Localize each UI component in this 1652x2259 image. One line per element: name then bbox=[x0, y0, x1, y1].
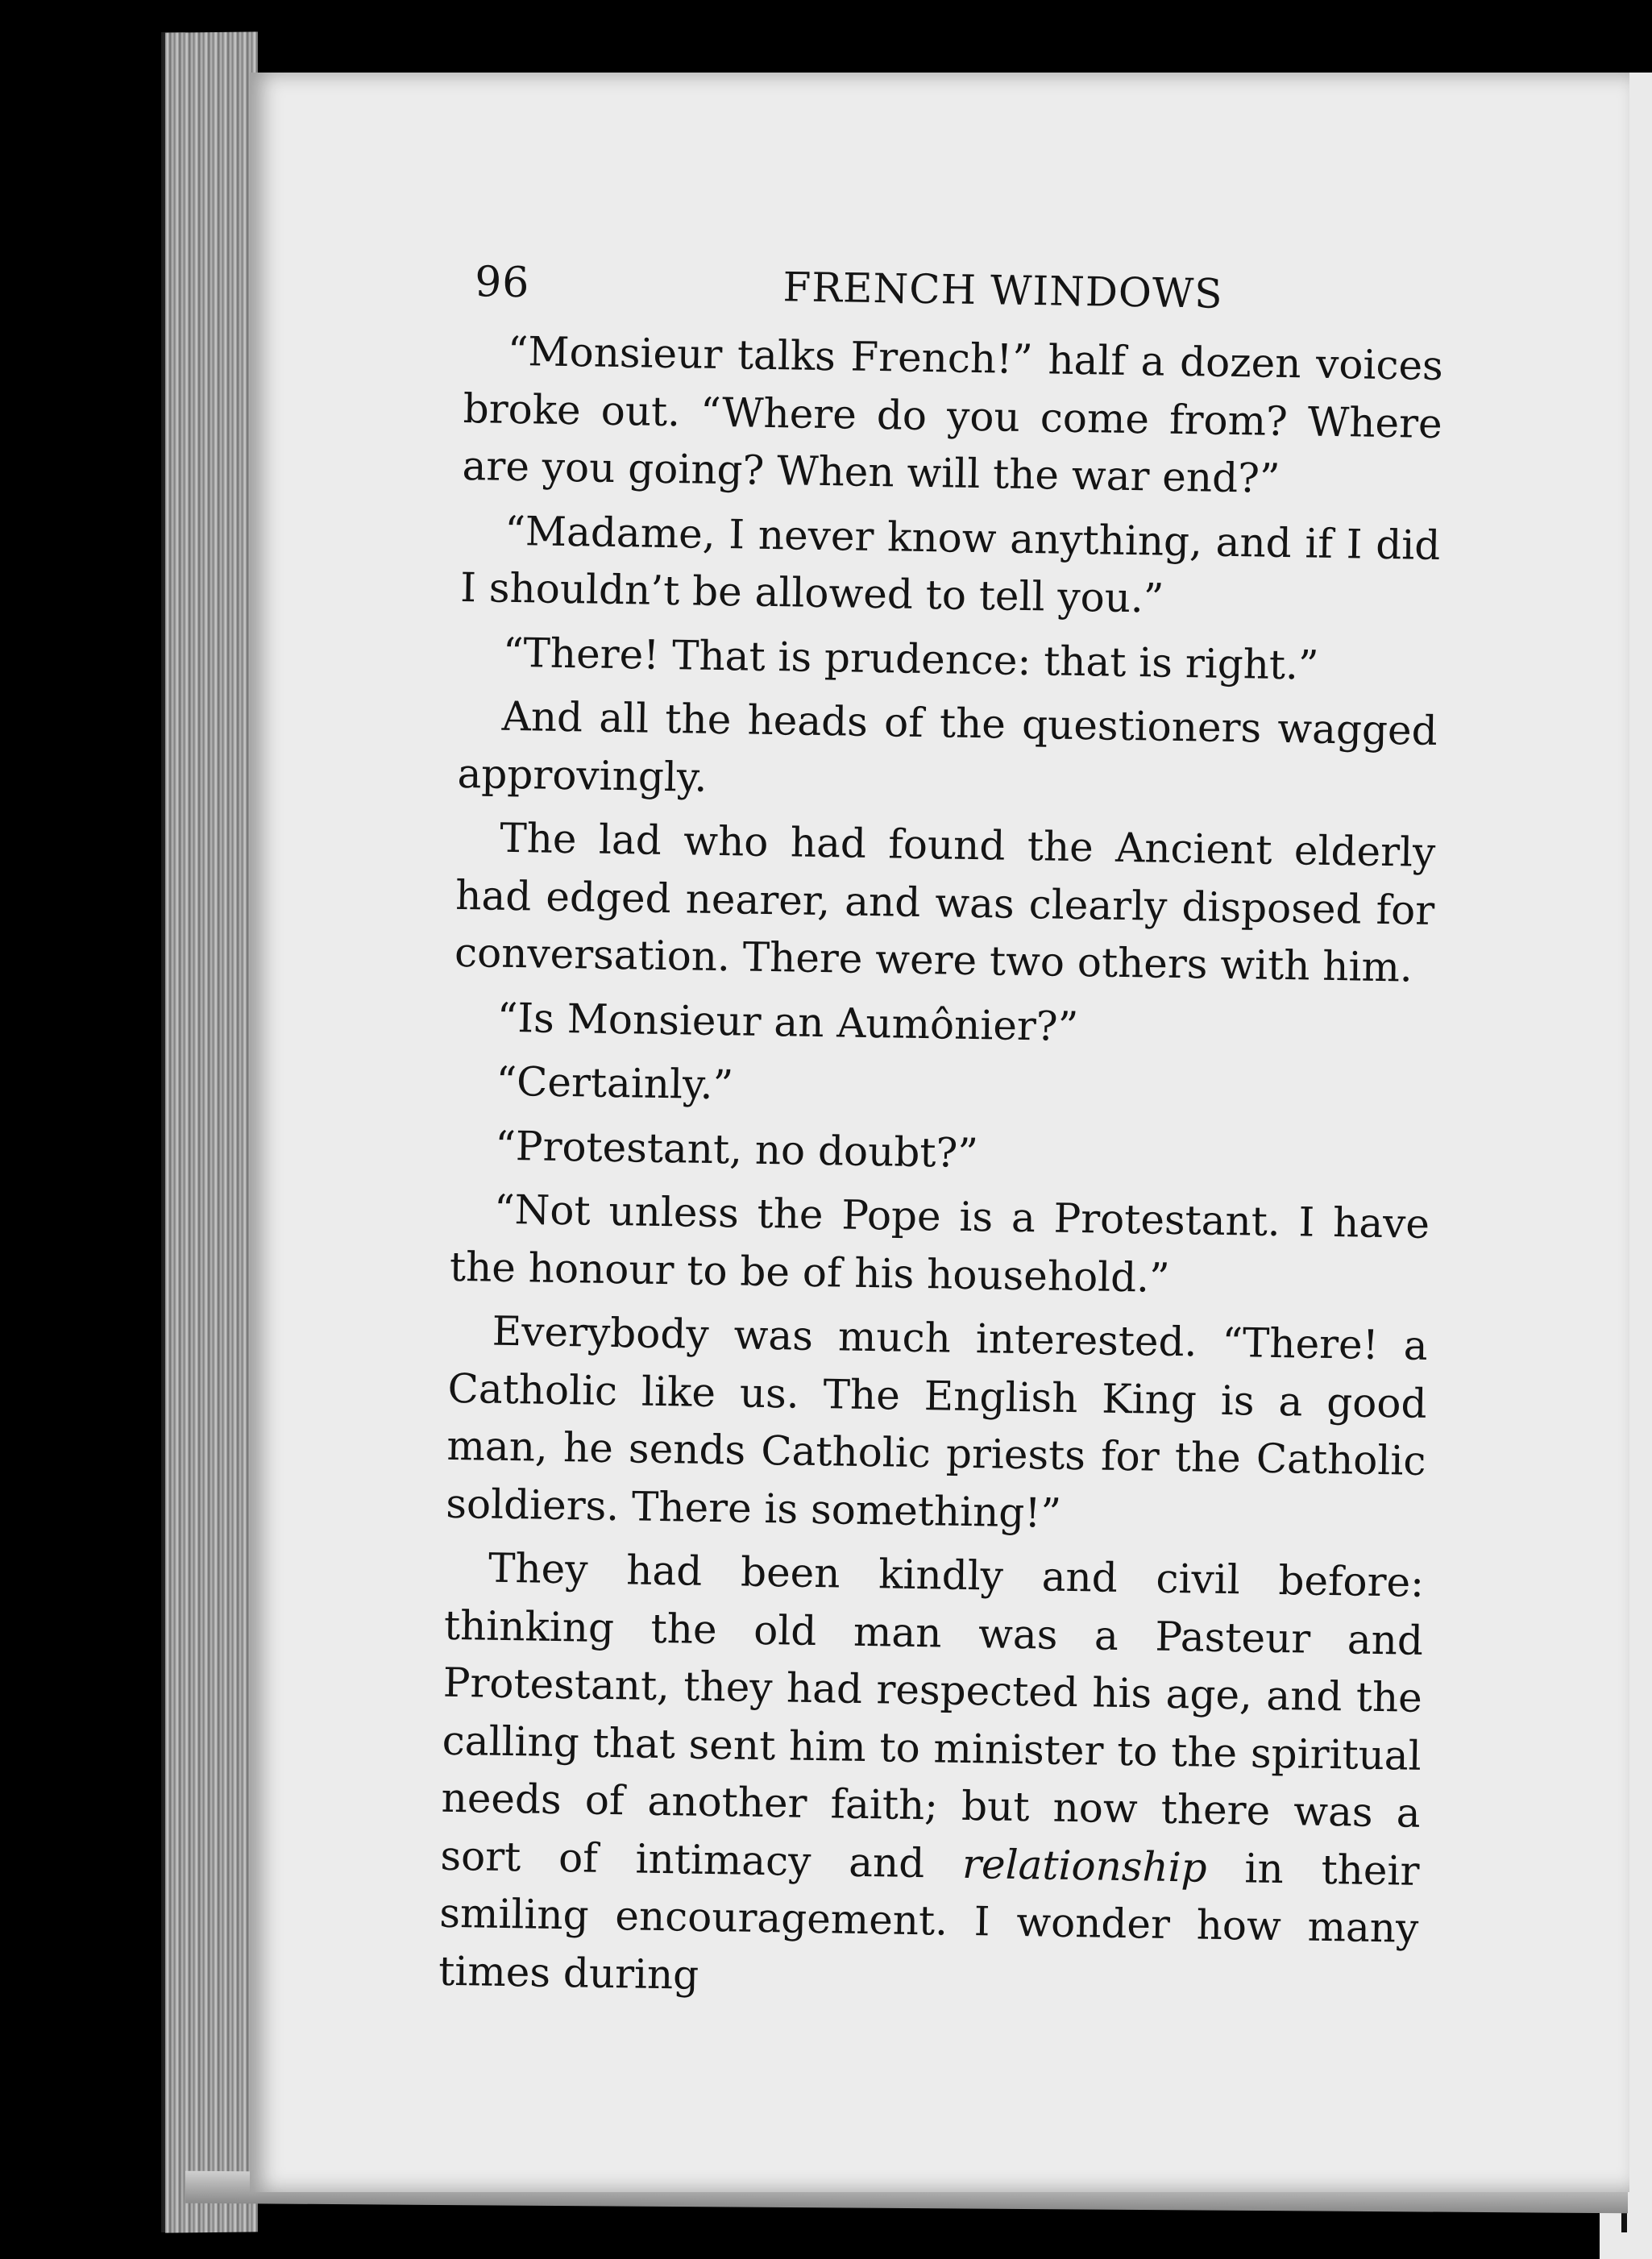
paragraph: “Madame, I never know anything, and if I did I shouldn’t be allowed to tell you.” bbox=[459, 507, 1441, 622]
running-head bbox=[464, 242, 1444, 338]
paragraph-text: in their smiling encouragement. I wonder how many times during bbox=[438, 1844, 1420, 1999]
page-text bbox=[438, 242, 1445, 2016]
page-number: 96 bbox=[474, 258, 530, 308]
italic-word: relationship bbox=[961, 1840, 1208, 1891]
paragraph: “Monsieur talks French!” half a dozen voices broke out. “Where do you come from? Where are you going? When will the war end?” bbox=[462, 327, 1444, 502]
paragraph: And all the heads of the questioners wagged approvingly. bbox=[457, 692, 1438, 801]
paragraph bbox=[438, 1539, 1425, 2016]
paragraph: Everybody was much interested. “There! a Catholic like us. The English King is a good man, he sends Catholic priests for the Catholic soldiers. There is something!” bbox=[445, 1307, 1429, 1537]
paragraph: “Not unless the Pope is a Protestant. I have the honour to be of his household.” bbox=[449, 1186, 1430, 1302]
page-block-edges bbox=[165, 31, 258, 2232]
paragraph: “Is Monsieur an Aumônier?” bbox=[496, 994, 1079, 1050]
paragraph: “There! That is prudence: that is right.” bbox=[502, 629, 1319, 689]
paragraph-text: They had been kindly and civil before: thinking the old man was a Pasteur and Protestant, they had respected his age, and the calling that sent him to minister to the spiritual needs of another faith; but now there was a sort of intimacy and bbox=[440, 1544, 1425, 1887]
paragraph: The lad who had found the Ancient elderly had edged nearer, and was clearly disposed for conversation. There were two others with him. bbox=[454, 814, 1436, 991]
paragraph: “Certainly.” bbox=[496, 1057, 734, 1109]
book-title: FRENCH WINDOWS bbox=[782, 264, 1224, 318]
paragraph: “Protestant, no doubt?” bbox=[494, 1122, 979, 1177]
